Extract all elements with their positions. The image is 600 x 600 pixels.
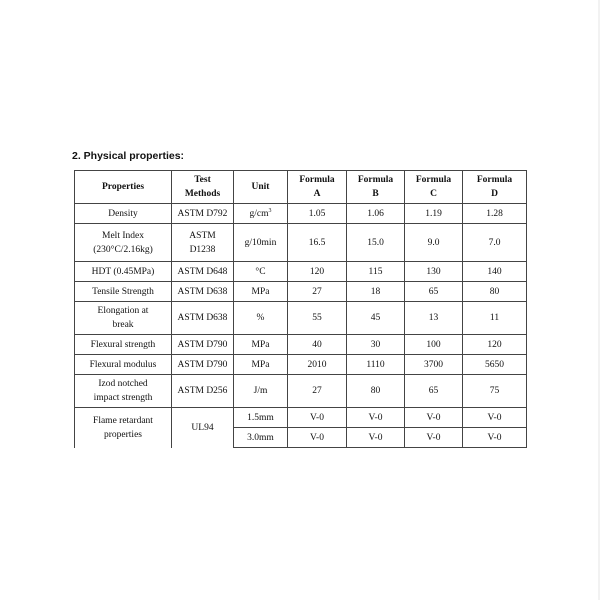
value-cell-a: V-0 <box>288 428 347 448</box>
table-row-density <box>75 204 527 224</box>
unit-cell: °C <box>234 262 288 282</box>
property-cell: Flexural modulus <box>75 355 172 375</box>
method-cell: ASTM D648 <box>172 262 234 282</box>
value-cell-a: 27 <box>288 375 347 408</box>
value-cell-c: 65 <box>405 375 463 408</box>
property-cell: Izod notched impact strength <box>75 375 172 408</box>
table-row-flexural-modulus <box>75 355 527 375</box>
value-cell-d: 1.28 <box>463 204 527 224</box>
value-cell-b: 1110 <box>347 355 405 375</box>
value-cell-d: 75 <box>463 375 527 408</box>
value-cell-d: 5650 <box>463 355 527 375</box>
table-row-melt-index <box>75 224 527 262</box>
value-cell-c: 3700 <box>405 355 463 375</box>
table-row-hdt <box>75 262 527 282</box>
method-cell: ASTM D638 <box>172 302 234 335</box>
property-cell: Tensile Strength <box>75 282 172 302</box>
value-cell-b: V-0 <box>347 428 405 448</box>
value-cell-b: 18 <box>347 282 405 302</box>
value-cell-c: V-0 <box>405 408 463 428</box>
method-cell: ASTM D638 <box>172 282 234 302</box>
value-cell-b: V-0 <box>347 408 405 428</box>
table-row-tensile-strength <box>75 282 527 302</box>
value-cell-b: 115 <box>347 262 405 282</box>
unit-cell: % <box>234 302 288 335</box>
value-cell-d: 11 <box>463 302 527 335</box>
header-formula-c: Formula C <box>405 171 463 204</box>
header-test-methods: Test Methods <box>172 171 234 204</box>
unit-cell: J/m <box>234 375 288 408</box>
property-cell: HDT (0.45MPa) <box>75 262 172 282</box>
property-cell: Flame retardant properties <box>75 408 172 448</box>
unit-cell: MPa <box>234 355 288 375</box>
value-cell-c: 9.0 <box>405 224 463 262</box>
property-cell: Density <box>75 204 172 224</box>
table-row-flame-1-5mm <box>75 408 527 428</box>
value-cell-b: 45 <box>347 302 405 335</box>
value-cell-c: 13 <box>405 302 463 335</box>
value-cell-b: 80 <box>347 375 405 408</box>
value-cell-b: 15.0 <box>347 224 405 262</box>
value-cell-a: V-0 <box>288 408 347 428</box>
value-cell-a: 2010 <box>288 355 347 375</box>
header-formula-b: Formula B <box>347 171 405 204</box>
value-cell-c: 65 <box>405 282 463 302</box>
unit-cell: g/10min <box>234 224 288 262</box>
value-cell-c: 100 <box>405 335 463 355</box>
value-cell-a: 40 <box>288 335 347 355</box>
value-cell-d: 120 <box>463 335 527 355</box>
unit-cell: 1.5mm <box>234 408 288 428</box>
value-cell-c: V-0 <box>405 428 463 448</box>
value-cell-d: 80 <box>463 282 527 302</box>
value-cell-a: 55 <box>288 302 347 335</box>
value-cell-b: 30 <box>347 335 405 355</box>
unit-cell: $g/cm^3$ <box>234 204 288 224</box>
header-formula-d: Formula D <box>463 171 527 204</box>
value-cell-d: V-0 <box>463 408 527 428</box>
value-cell-a: 16.5 <box>288 224 347 262</box>
table-row-izod <box>75 375 527 408</box>
method-cell: ASTM D790 <box>172 355 234 375</box>
value-cell-b: 1.06 <box>347 204 405 224</box>
property-cell: Melt Index (230°C/2.16kg) <box>75 224 172 262</box>
value-cell-a: 120 <box>288 262 347 282</box>
physical-properties-table <box>74 170 527 448</box>
property-cell: Elongation at break <box>75 302 172 335</box>
header-unit: Unit <box>234 171 288 204</box>
value-cell-a: 27 <box>288 282 347 302</box>
value-cell-d: V-0 <box>463 428 527 448</box>
header-row <box>75 171 527 204</box>
property-cell: Flexural strength <box>75 335 172 355</box>
method-cell: ASTM D792 <box>172 204 234 224</box>
method-cell: ASTM D790 <box>172 335 234 355</box>
unit-cell: MPa <box>234 282 288 302</box>
method-cell: ASTM D1238 <box>172 224 234 262</box>
header-formula-a: Formula A <box>288 171 347 204</box>
value-cell-a: 1.05 <box>288 204 347 224</box>
section-title: 2. Physical properties: <box>72 150 185 162</box>
table-row-elongation <box>75 302 527 335</box>
unit-cell: 3.0mm <box>234 428 288 448</box>
header-properties: Properties <box>75 171 172 204</box>
unit-cell: MPa <box>234 335 288 355</box>
value-cell-d: 7.0 <box>463 224 527 262</box>
table-row-flexural-strength <box>75 335 527 355</box>
value-cell-c: 130 <box>405 262 463 282</box>
value-cell-c: 1.19 <box>405 204 463 224</box>
value-cell-d: 140 <box>463 262 527 282</box>
method-cell: UL94 <box>172 408 234 448</box>
method-cell: ASTM D256 <box>172 375 234 408</box>
